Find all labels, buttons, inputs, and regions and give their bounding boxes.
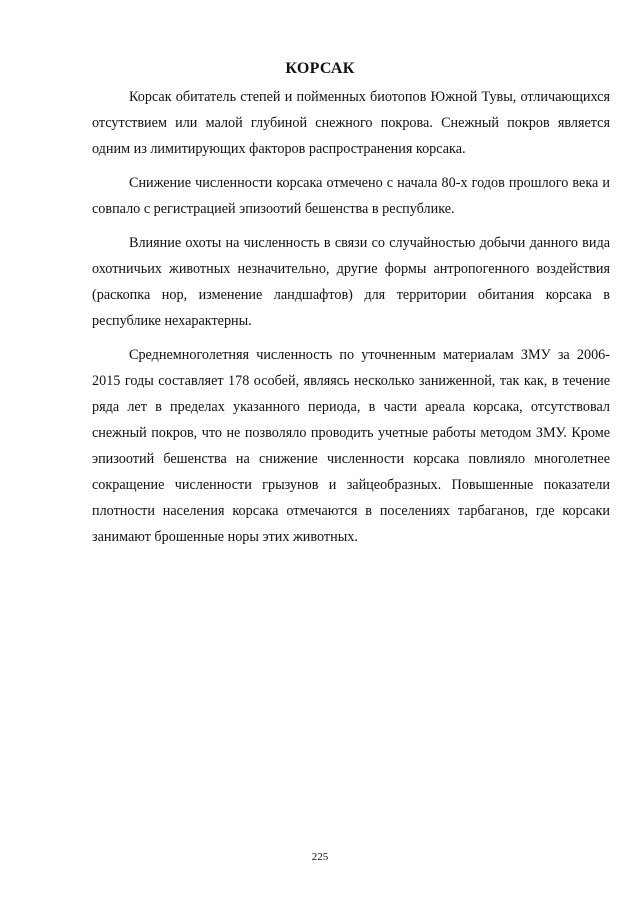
body-text xyxy=(92,84,610,558)
paragraph-decline: Снижение численности корсака отмечено с начала 80-х годов прошлого века и совпало с регистрацией эпизоотий бешенства в республике. xyxy=(92,175,610,217)
paragraph-population: Среднемноголетняя численность по уточненным материалам ЗМУ за 2006-2015 годы составляет 178 особей, являясь несколько заниженной, так как, в течение ряда лет в пределах указанного периода, в части ареала корсака, отсутствовал снежный покров, что не позволяло проводить учетные работы методом ЗМУ. Кроме эпизоотий бешенства на снижение численности корсака повлияло многолетнее сокращение численности грызунов и зайцеобразных. Повышенные показатели плотности населения корсака отмечаются в поселениях тарбаганов, где корсаки занимают брошенные норы этих животных. xyxy=(92,347,610,545)
page-number: 225 xyxy=(311,851,329,863)
paragraph-hunting: Влияние охоты на численность в связи со случайностью добычи данного вида охотничьих животных незначительно, другие формы антропогенного воздействия (раскопка нор, изменение ландшафтов) для территории обитания корсака в республике нехарактерны. xyxy=(92,235,610,329)
paragraph-habitat: Корсак обитатель степей и пойменных биотопов Южной Тувы, отличающихся отсутствием или малой глубиной снежного покрова. Снежный покров является одним из лимитирующих факторов распространения корсака. xyxy=(92,89,610,157)
page-title: КОРСАК xyxy=(285,60,355,77)
